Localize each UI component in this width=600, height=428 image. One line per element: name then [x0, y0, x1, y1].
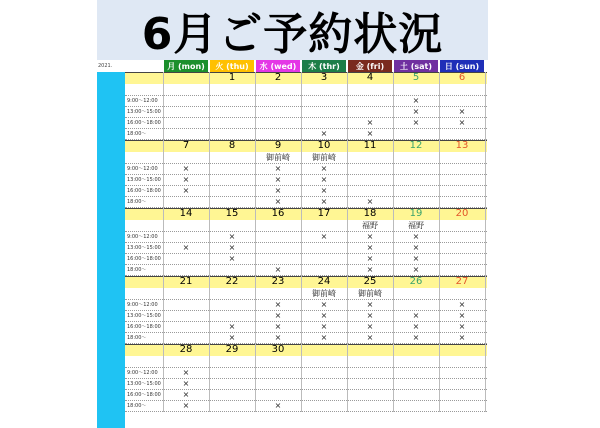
- date-number: [347, 344, 393, 356]
- booked-mark: ×: [182, 175, 190, 184]
- location-note: 御前崎: [312, 289, 336, 298]
- booked-mark: ×: [228, 322, 236, 331]
- booked-mark: ×: [458, 107, 466, 116]
- booked-mark: ×: [274, 322, 282, 331]
- booked-mark: ×: [366, 232, 374, 241]
- date-number: 11: [363, 140, 377, 151]
- time-slot-label: 18:00～: [127, 267, 147, 273]
- booked-mark: ×: [182, 368, 190, 377]
- booked-mark: ×: [182, 164, 190, 173]
- date-number: 23: [271, 276, 285, 287]
- time-slot-label: 18:00～: [127, 403, 147, 409]
- booked-mark: ×: [274, 311, 282, 320]
- date-number: [439, 344, 485, 356]
- date-number: 5: [412, 72, 420, 83]
- booked-mark: ×: [274, 197, 282, 206]
- time-slot-label: 9:00～12:00: [127, 98, 158, 104]
- calendar-sheet: [97, 0, 488, 428]
- date-number: 21: [179, 276, 193, 287]
- sidebar-column: [97, 72, 125, 428]
- booked-mark: ×: [274, 186, 282, 195]
- booked-mark: ×: [320, 186, 328, 195]
- date-number: 19: [409, 208, 423, 219]
- date-number: 18: [363, 208, 377, 219]
- date-number: 4: [366, 72, 374, 83]
- column-divider: [393, 344, 394, 412]
- date-number: 8: [228, 140, 236, 151]
- booked-mark: ×: [182, 379, 190, 388]
- booked-mark: ×: [228, 333, 236, 342]
- column-divider: [485, 140, 486, 208]
- date-number: 24: [317, 276, 331, 287]
- booked-mark: ×: [412, 118, 420, 127]
- date-number: 22: [225, 276, 239, 287]
- booked-mark: ×: [366, 300, 374, 309]
- booked-mark: ×: [412, 265, 420, 274]
- week-block: [125, 140, 487, 208]
- booked-mark: ×: [320, 311, 328, 320]
- time-slot-label: 16:00～18:00: [127, 324, 161, 330]
- column-divider: [485, 208, 486, 276]
- time-slot-label: 16:00～18:00: [127, 392, 161, 398]
- date-number: 2: [274, 72, 282, 83]
- column-divider: [209, 140, 210, 208]
- booked-mark: ×: [412, 96, 420, 105]
- date-number: 12: [409, 140, 423, 151]
- date-number: 16: [271, 208, 285, 219]
- column-divider: [163, 276, 164, 344]
- booked-mark: ×: [458, 311, 466, 320]
- location-note: 福野: [408, 221, 424, 230]
- time-slot-label: 18:00～: [127, 131, 147, 137]
- time-slot-label: 13:00～15:00: [127, 381, 161, 387]
- date-number: 29: [225, 344, 239, 355]
- booked-mark: ×: [412, 322, 420, 331]
- time-slot-label: 9:00～12:00: [127, 166, 158, 172]
- booked-mark: ×: [458, 300, 466, 309]
- date-number: 14: [179, 208, 193, 219]
- column-divider: [439, 72, 440, 140]
- booked-mark: ×: [228, 243, 236, 252]
- date-number: 6: [458, 72, 466, 83]
- time-slot-label: 9:00～12:00: [127, 302, 158, 308]
- date-number: 9: [274, 140, 282, 151]
- booked-mark: ×: [182, 401, 190, 410]
- date-number: 30: [271, 344, 285, 355]
- column-divider: [163, 208, 164, 276]
- booked-mark: ×: [458, 118, 466, 127]
- booked-mark: ×: [320, 197, 328, 206]
- booked-mark: ×: [458, 322, 466, 331]
- date-number: 28: [179, 344, 193, 355]
- weekday-header-2: 水 (wed): [256, 60, 300, 72]
- booked-mark: ×: [366, 322, 374, 331]
- location-note: 御前崎: [266, 153, 290, 162]
- booked-mark: ×: [320, 129, 328, 138]
- booked-mark: ×: [366, 311, 374, 320]
- weekday-header-0: 月 (mon): [164, 60, 208, 72]
- location-note: 御前崎: [312, 153, 336, 162]
- date-number: 27: [455, 276, 469, 287]
- booked-mark: ×: [274, 164, 282, 173]
- booked-mark: ×: [320, 333, 328, 342]
- column-divider: [209, 72, 210, 140]
- booked-mark: ×: [320, 164, 328, 173]
- booked-mark: ×: [274, 401, 282, 410]
- week-block: [125, 276, 487, 344]
- booked-mark: ×: [412, 107, 420, 116]
- booked-mark: ×: [320, 322, 328, 331]
- booked-mark: ×: [412, 333, 420, 342]
- week-block: [125, 344, 487, 412]
- column-divider: [393, 140, 394, 208]
- date-number: 26: [409, 276, 423, 287]
- column-divider: [347, 344, 348, 412]
- date-number: 17: [317, 208, 331, 219]
- booked-mark: ×: [228, 254, 236, 263]
- time-slot-label: 13:00～15:00: [127, 177, 161, 183]
- column-divider: [485, 72, 486, 140]
- booked-mark: ×: [366, 333, 374, 342]
- time-slot-label: 18:00～: [127, 335, 147, 341]
- column-divider: [209, 344, 210, 412]
- title-banner: [97, 0, 488, 60]
- location-note: 福野: [362, 221, 378, 230]
- weekday-header-1: 火 (thu): [210, 60, 254, 72]
- time-slot-label: 9:00～12:00: [127, 234, 158, 240]
- booked-mark: ×: [366, 118, 374, 127]
- week-block: [125, 72, 487, 140]
- column-divider: [393, 72, 394, 140]
- column-divider: [163, 140, 164, 208]
- date-number: 10: [317, 140, 331, 151]
- booked-mark: ×: [274, 265, 282, 274]
- booked-mark: ×: [412, 232, 420, 241]
- booked-mark: ×: [182, 243, 190, 252]
- booked-mark: ×: [412, 254, 420, 263]
- booked-mark: ×: [366, 265, 374, 274]
- booked-mark: ×: [228, 232, 236, 241]
- column-divider: [301, 344, 302, 412]
- booked-mark: ×: [320, 175, 328, 184]
- location-note: 御前崎: [358, 289, 382, 298]
- date-number: 3: [320, 72, 328, 83]
- column-divider: [255, 72, 256, 140]
- booked-mark: ×: [366, 197, 374, 206]
- booked-mark: ×: [412, 311, 420, 320]
- time-slot-label: 18:00～: [127, 199, 147, 205]
- page-title: 6月ご予約状況: [141, 9, 444, 60]
- booked-mark: ×: [366, 254, 374, 263]
- time-slot-label: 16:00～18:00: [127, 120, 161, 126]
- time-slot-label: 16:00～18:00: [127, 256, 161, 262]
- booked-mark: ×: [366, 243, 374, 252]
- column-divider: [439, 140, 440, 208]
- column-divider: [301, 208, 302, 276]
- time-slot-label: 13:00～15:00: [127, 313, 161, 319]
- time-slot-label: 16:00～18:00: [127, 188, 161, 194]
- column-divider: [439, 344, 440, 412]
- date-number: 20: [455, 208, 469, 219]
- column-divider: [485, 344, 486, 412]
- column-divider: [485, 276, 486, 344]
- booked-mark: ×: [182, 390, 190, 399]
- column-divider: [163, 72, 164, 140]
- date-number: 1: [228, 72, 236, 83]
- column-divider: [439, 208, 440, 276]
- date-number: 7: [182, 140, 190, 151]
- booked-mark: ×: [274, 300, 282, 309]
- time-slot-label: 9:00～12:00: [127, 370, 158, 376]
- date-number: 13: [455, 140, 469, 151]
- booked-mark: ×: [320, 300, 328, 309]
- year-label: 2021.: [98, 63, 113, 69]
- date-number: 15: [225, 208, 239, 219]
- booked-mark: ×: [320, 232, 328, 241]
- weekday-header-6: 日 (sun): [440, 60, 484, 72]
- weekday-header-4: 金 (fri): [348, 60, 392, 72]
- time-slot-label: 13:00～15:00: [127, 109, 161, 115]
- date-number: [163, 72, 209, 84]
- week-block: [125, 208, 487, 276]
- booked-mark: ×: [274, 175, 282, 184]
- date-number: [301, 344, 347, 356]
- weekday-header-3: 木 (thr): [302, 60, 346, 72]
- weekday-header-5: 土 (sat): [394, 60, 438, 72]
- booked-mark: ×: [274, 333, 282, 342]
- row-separator: [125, 411, 487, 412]
- booked-mark: ×: [458, 333, 466, 342]
- date-number: [393, 344, 439, 356]
- calendar-grid: [125, 72, 487, 412]
- booked-mark: ×: [366, 129, 374, 138]
- booked-mark: ×: [182, 186, 190, 195]
- column-divider: [209, 208, 210, 276]
- time-slot-label: 13:00～15:00: [127, 245, 161, 251]
- date-number: 25: [363, 276, 377, 287]
- booked-mark: ×: [412, 243, 420, 252]
